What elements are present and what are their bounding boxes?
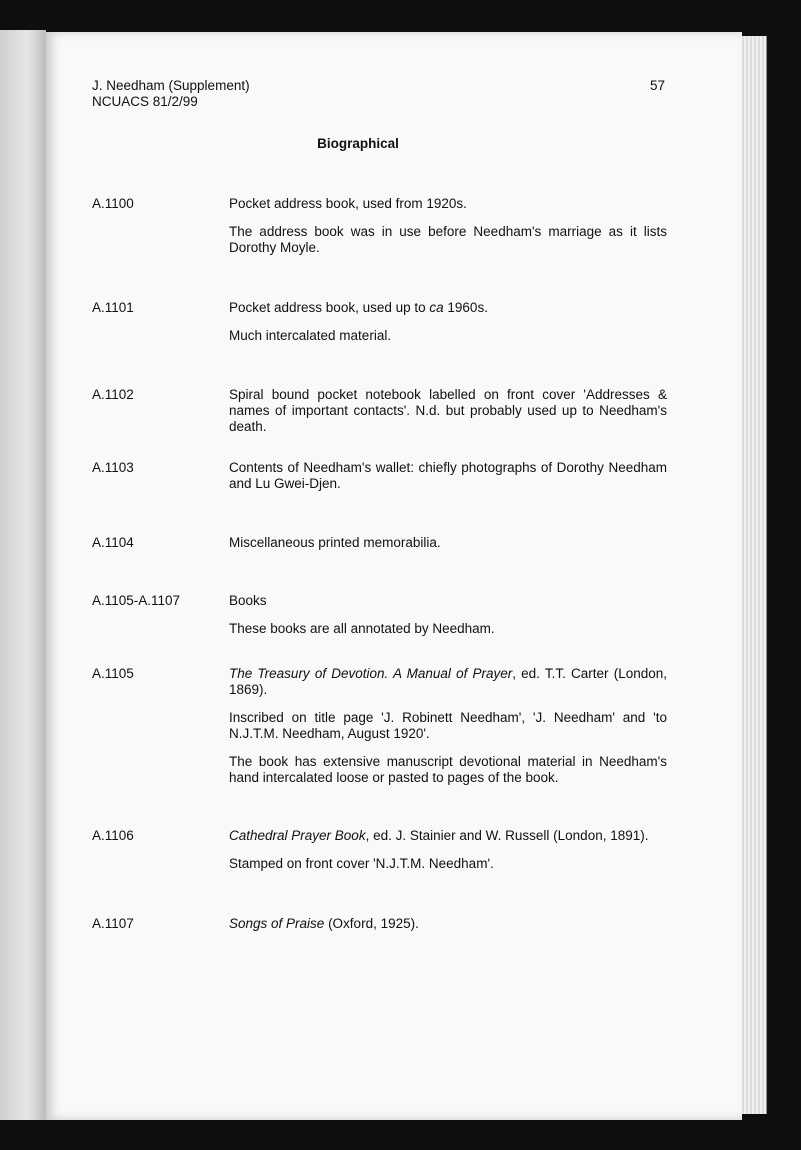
document-page bbox=[46, 32, 742, 1120]
entry-description bbox=[229, 196, 667, 268]
entry-paragraph: Books bbox=[229, 593, 267, 608]
entry-paragraph: Spiral bound pocket notebook labelled on front cover 'Addresses & names of important contacts'. N.d. but probably used up to Needham's death. bbox=[229, 387, 667, 434]
book-title: Cathedral Prayer Book bbox=[229, 828, 366, 843]
text-run: Pocket address book, used up to bbox=[229, 300, 430, 315]
entry-paragraph: Contents of Needham's wallet: chiefly photographs of Dorothy Needham and Lu Gwei-Djen. bbox=[229, 460, 667, 491]
page-number: 57 bbox=[649, 78, 665, 93]
header-title: J. Needham (Supplement) bbox=[92, 78, 250, 93]
text-run-italic: ca bbox=[429, 300, 444, 315]
entry-paragraph: Miscellaneous printed memorabilia. bbox=[229, 535, 441, 550]
running-header bbox=[92, 78, 250, 110]
entry-paragraph: The address book was in use before Needham's marriage as it lists Dorothy Moyle. bbox=[229, 224, 667, 255]
entry-description bbox=[229, 666, 667, 798]
entry-description bbox=[229, 916, 667, 944]
entry-ref: A.1104 bbox=[92, 535, 134, 550]
citation-details: (Oxford, 1925). bbox=[324, 916, 419, 931]
entry-ref: A.1106 bbox=[92, 828, 134, 843]
book-citation bbox=[229, 828, 667, 844]
entry-ref: A.1102 bbox=[92, 387, 134, 402]
entry-paragraph: The book has extensive manuscript devotional material in Needham's hand intercalated loose or pasted to pages of the book. bbox=[229, 754, 667, 785]
book-citation bbox=[229, 666, 667, 698]
text-run: 1960s. bbox=[443, 300, 488, 315]
entry-ref: A.1105 bbox=[92, 666, 134, 681]
citation-details: , ed. J. Stainier and W. Russell (London, 1891). bbox=[365, 828, 649, 843]
entry-paragraph bbox=[229, 300, 667, 316]
section-title: Biographical bbox=[317, 136, 399, 151]
entry-paragraph: Inscribed on title page 'J. Robinett Needham', 'J. Needham' and 'to N.J.T.M. Needham, August 1920'. bbox=[229, 710, 667, 741]
entry-ref: A.1101 bbox=[92, 300, 134, 315]
entry-ref: A.1107 bbox=[92, 916, 134, 931]
entry-description bbox=[229, 300, 667, 356]
entry-ref: A.1105-A.1107 bbox=[92, 593, 181, 608]
book-title: Songs of Praise bbox=[229, 916, 325, 931]
book-title: The Treasury of Devotion. A Manual of Prayer bbox=[229, 666, 513, 681]
entry-description bbox=[229, 387, 667, 447]
entry-ref: A.1100 bbox=[92, 196, 134, 211]
entry-description bbox=[229, 460, 667, 504]
entry-paragraph: These books are all annotated by Needham. bbox=[229, 621, 495, 636]
entry-description bbox=[229, 535, 667, 563]
header-catalogue-ref: NCUACS 81/2/99 bbox=[92, 94, 198, 109]
page-stack-edge bbox=[740, 36, 767, 1114]
entry-ref: A.1103 bbox=[92, 460, 134, 475]
entry-paragraph: Pocket address book, used from 1920s. bbox=[229, 196, 467, 211]
entry-description bbox=[229, 828, 667, 884]
citation-details: , ed. T.T. Carter (London, 1869). bbox=[229, 666, 667, 697]
facing-page-edge bbox=[0, 30, 46, 1120]
entry-description bbox=[229, 593, 667, 649]
entry-paragraph: Stamped on front cover 'N.J.T.M. Needham'. bbox=[229, 856, 494, 871]
book-citation bbox=[229, 916, 667, 932]
entry-paragraph: Much intercalated material. bbox=[229, 328, 392, 343]
